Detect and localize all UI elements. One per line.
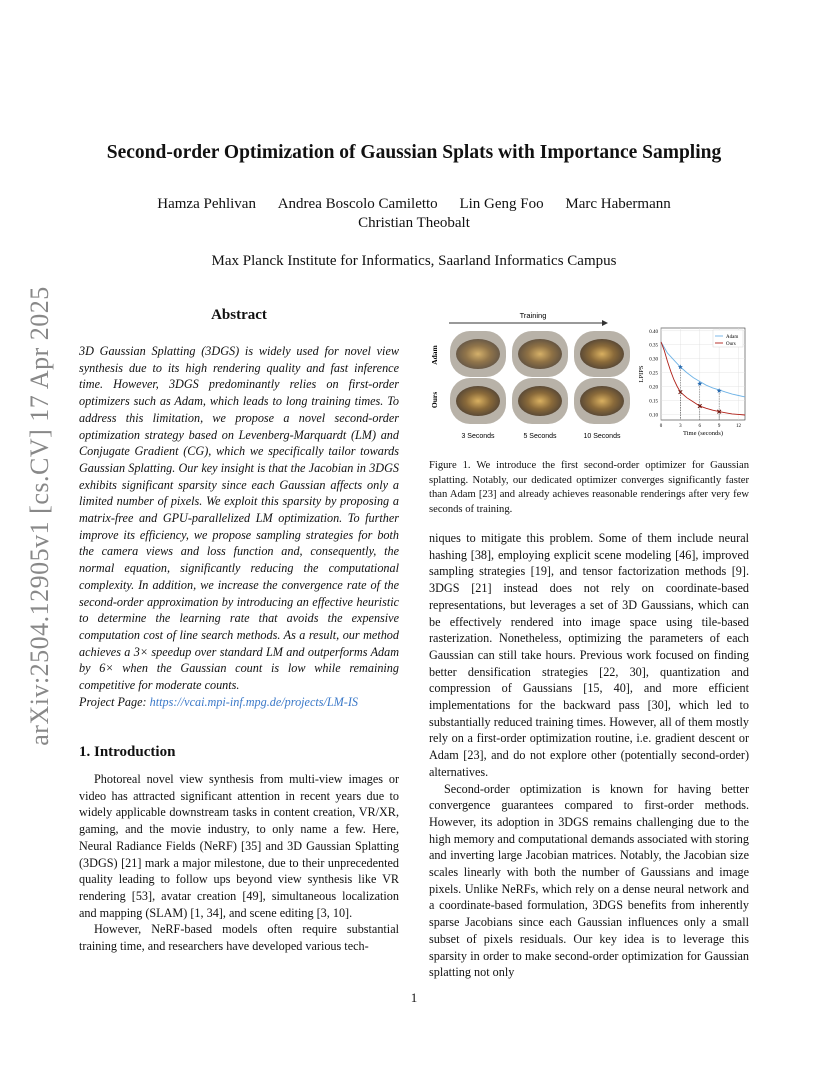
y-tick-label: 0.35 <box>649 343 658 349</box>
col-label-3s: 3 Seconds <box>461 433 495 440</box>
x-tick-label: 12 <box>736 424 742 429</box>
figure-1-caption: Figure 1. We introduce the first second-order optimizer for Gaussian splatting. Notably, our dedicated optimizer converges significantly faster than Adam [23] and already achieves reasonable renderings after very few seconds of training. <box>429 460 749 515</box>
render-object <box>580 386 624 416</box>
x-tick-label: 6 <box>698 424 702 429</box>
y-tick-label: 0.40 <box>649 329 658 335</box>
author-name: Lin Geng Foo <box>459 196 544 212</box>
paragraph: niques to mitigate this problem. Some of them include neural hashing [38], employing explicit scene modeling [46], improved sampling strategies [19], and tensor factorization methods [9]. 3DGS [21] instead does not rely on coordinate-based representations, but leverages a set of 3D Gaussians, which can be effectively rendered into image space using tile-based rasterization. Nonetheless, optimizing the parameters of each Gaussian can still take hours. Previous work focused on finding better densification strategies [22, 30], quantization and compression of Gaussians [15, 40], and more efficient implementations for the backward pass [30], which led to substantially reduced training times. However, all of them mostly rely on a first-order optimization routine, i.e. gradient descent or Adam [23], and do not explore other (potentially second-order) alternatives. <box>429 531 749 779</box>
y-axis-label: LPIPS <box>638 365 645 383</box>
author-name: Christian Theobalt <box>358 215 470 231</box>
intro-left-column <box>79 771 399 955</box>
x-tick-label: 0 <box>659 424 663 429</box>
col-label-10s: 10 Seconds <box>583 433 621 440</box>
row-label-adam: Adam <box>430 345 439 365</box>
render-object <box>580 339 624 369</box>
x-axis-label: Time (seconds) <box>682 430 724 437</box>
y-tick-label: 0.10 <box>649 413 658 419</box>
render-object <box>518 386 562 416</box>
abstract-heading: Abstract <box>211 307 267 323</box>
paragraph: Photoreal novel view synthesis from multi-view images or video has attracted significant attention in recent years due to widely applicable downstream tasks in content creation, VR/XR, gaming, and the movie industry, to only name a few. Here, Neural Radiance Fields (NeRF) [35] and 3D Gaussian Splatting (3DGS) [21] mark a major milestone, due to their unprecedented quality leading to follow ups beyond view synthesis like VR rendering [53], avatar creation [49], simultaneous localization and mapping (SLAM) [1, 34], and scene editing [3, 10]. <box>79 772 399 920</box>
y-tick-label: 0.20 <box>649 385 658 391</box>
paragraph: Second-order optimization is known for having better convergence guarantees compared to first-order methods. However, its adoption in 3DGS remains challenging due to the high memory and computational demands associated with storing and inverting large Jacobian matrices. Notably, the Jacobian size scales linearly with both the number of Gaussians and image pixels. Unlike NeRFs, which rely on a dense neural network and a coordinate-based formulation, 3DGS benefits from inherently sparse Jacobians since each Gaussian influences only a small subset of pixels residuals. Our key idea is to leverage this sparsity in order to make second-order optimization for Gaussian splatting not only <box>429 781 749 980</box>
y-tick-label: 0.30 <box>649 357 658 363</box>
render-object <box>518 339 562 369</box>
lpips-chart <box>638 328 745 437</box>
x-tick-label: 3 <box>679 424 682 429</box>
x-tick-label: 9 <box>717 424 721 429</box>
author-name: Marc Habermann <box>565 196 671 212</box>
intro-right-column <box>429 530 749 981</box>
legend-label: Ours <box>726 342 736 347</box>
affiliation: Max Planck Institute for Informatics, Saarland Informatics Campus <box>211 253 617 269</box>
col-label-5s: 5 Seconds <box>523 433 557 440</box>
page-number: 1 <box>410 990 418 1005</box>
paper-title: Second-order Optimization of Gaussian Splats with Importance Sampling <box>106 142 722 163</box>
figure-1-graphic <box>429 308 749 448</box>
render-object <box>456 386 500 416</box>
author-name: Hamza Pehlivan <box>157 196 256 212</box>
paragraph: However, NeRF-based models often require substantial training time, and researchers have developed various tech- <box>79 922 399 954</box>
arxiv-id: arXiv:2504.12905v1 [cs.CV] 17 Apr 2025 <box>25 286 54 746</box>
author-list <box>0 195 828 233</box>
training-label: Training <box>519 311 547 320</box>
abstract-text: 3D Gaussian Splatting (3DGS) is widely used for novel view synthesis due to its high rendering quality and fast inference time. However, 3DGS predominantly relies on first-order optimizers such as Adam, which leads to long training times. To address this limitation, we propose a novel second-order optimization strategy based on Levenberg-Marquardt (LM) and Conjugate Gradient (CG), which we specifically tailor towards Gaussian Splatting. Our key insight is that the Jacobian in 3DGS exhibits significant sparsity since each Gaussian affects only a limited number of pixels. We exploit this sparsity by proposing a matrix-free and GPU-parallelized LM optimization. To further improve its efficiency, we propose sampling strategies for both the camera views and loss function and, consequently, the normal equation, significantly reducing the computational complexity. In addition, we increase the convergence rate of the second-order approximation by introducing an effective heuristic to determine the learning rate that avoids the expensive computation cost of line search methods. As a result, our method achieves a 3× speedup over standard LM and outperforms Adam by 6× when the Gaussian count is low while remaining competitive for moderate counts. <box>79 344 399 693</box>
figure-1 <box>429 308 749 448</box>
y-tick-label: 0.25 <box>649 371 658 377</box>
project-page-label: Project Page: <box>79 694 150 709</box>
author-name: Andrea Boscolo Camiletto <box>277 196 438 212</box>
section-heading-introduction: 1. Introduction <box>79 744 176 760</box>
render-grid <box>450 331 630 424</box>
row-label-ours: Ours <box>430 391 439 409</box>
legend-label: Adam <box>726 335 739 340</box>
render-object <box>456 339 500 369</box>
arxiv-sidebar-stamp <box>20 286 60 746</box>
y-tick-label: 0.15 <box>649 399 658 405</box>
project-page-link[interactable]: https://vcai.mpi-inf.mpg.de/projects/LM-IS <box>149 694 359 709</box>
abstract-body <box>79 343 399 710</box>
